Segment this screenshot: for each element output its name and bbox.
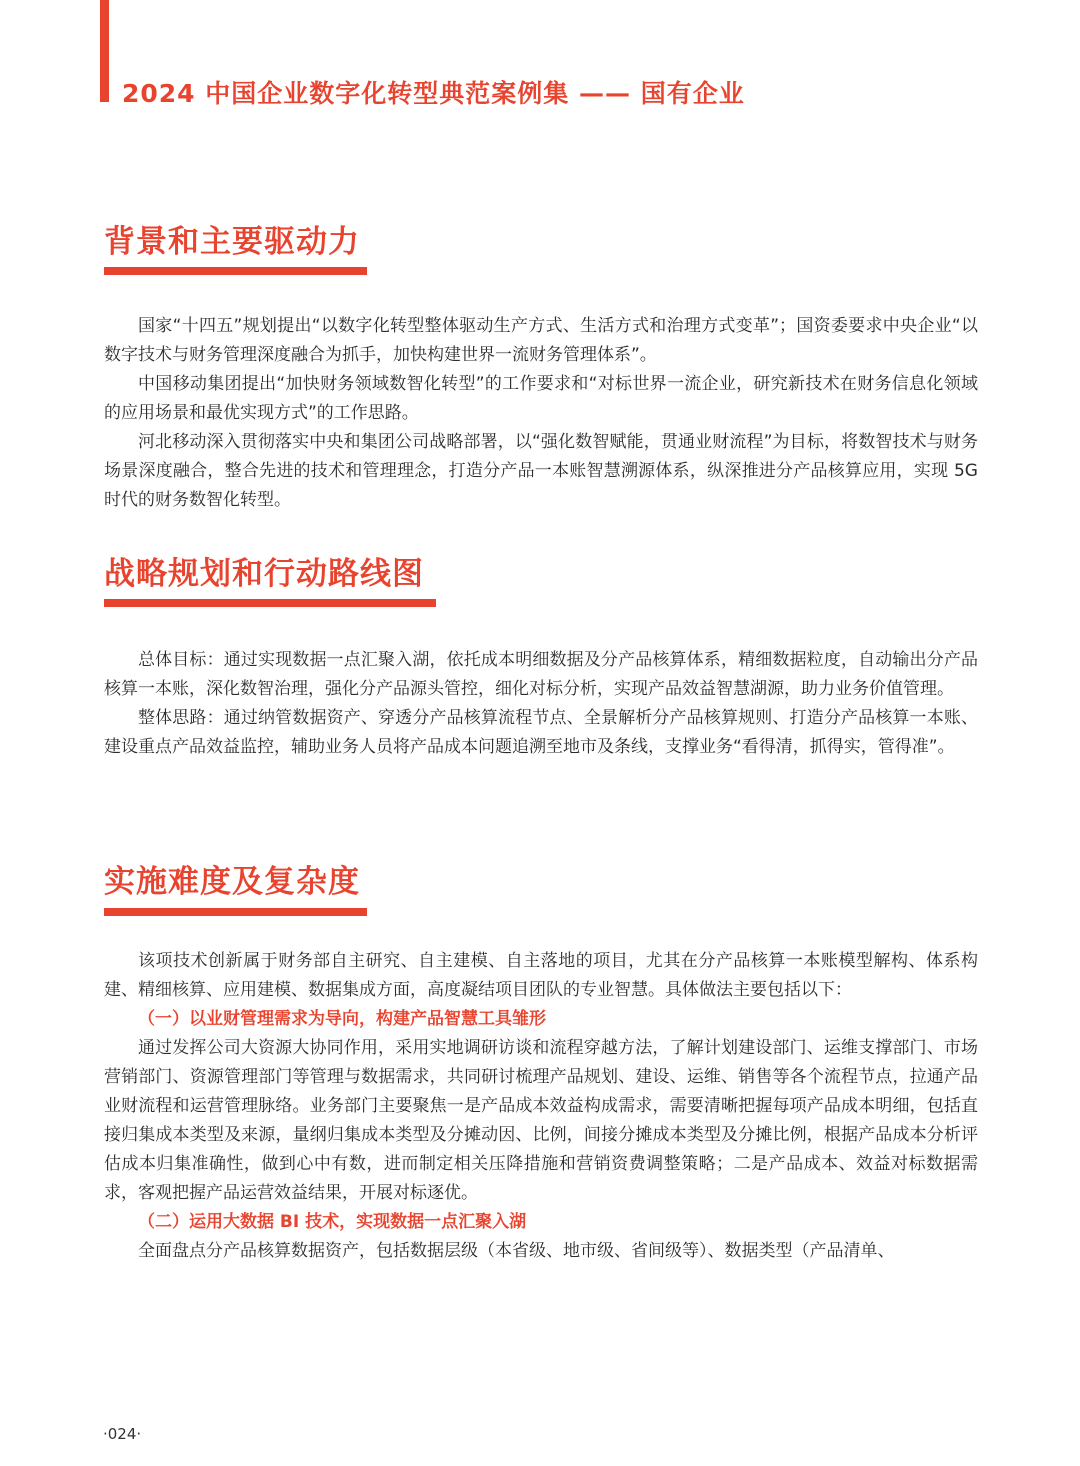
section-title-background: 背景和主要驱动力: [104, 224, 360, 260]
section-body-difficulty: [104, 947, 978, 1266]
header-accent-bar: [100, 0, 109, 102]
section-underline: [104, 267, 367, 275]
section-body-background: [104, 312, 978, 515]
paragraph: 河北移动深入贯彻落实中央和集团公司战略部署，以“强化数智赋能，贯通业财流程”为目标，将数智技术与财务场景深度融合，整合先进的技术和管理理念，打造分产品一本账智慧溯源体系，纵深推进分产品核算应用，实现 5G 时代的财务数智化转型。: [104, 432, 978, 510]
section-title-strategy: 战略规划和行动路线图: [104, 556, 424, 592]
page-number: ·024·: [103, 1425, 142, 1443]
paragraph: 中国移动集团提出“加快财务领域数智化转型”的工作要求和“对标世界一流企业，研究新技术在财务信息化领域的应用场景和最优实现方式”的工作思路。: [104, 374, 978, 423]
section-body-strategy: [104, 646, 978, 762]
paragraph: 总体目标：通过实现数据一点汇聚入湖，依托成本明细数据及分产品核算体系，精细数据粒度，自动输出分产品核算一本账，深化数智治理，强化分产品源头管控，细化对标分析，实现产品效益智慧湖源，助力业务价值管理。: [104, 650, 978, 699]
paragraph: 通过发挥公司大资源大协同作用，采用实地调研访谈和流程穿越方法，了解计划建设部门、运维支撑部门、市场营销部门、资源管理部门等管理与数据需求，共同研讨梳理产品规划、建设、运维、销售等各个流程节点，拉通产品业财流程和运营管理脉络。业务部门主要聚焦一是产品成本效益构成需求，需要清晰把握每项产品成本明细，包括直接归集成本类型及来源，量纲归集成本类型及分摊动因、比例，间接分摊成本类型及分摊比例，根据产品成本分析评估成本归集准确性，做到心中有数，进而制定相关压降措施和营销资费调整策略；二是产品成本、效益对标数据需求，客观把握产品运营效益结果，开展对标逐优。: [104, 1038, 978, 1203]
paragraph: 全面盘点分产品核算数据资产，包括数据层级（本省级、地市级、省间级等）、数据类型（产品清单、: [138, 1241, 895, 1261]
subheading: （二）运用大数据 BI 技术，实现数据一点汇聚入湖: [138, 1212, 527, 1232]
running-header-title: 2024 中国企业数字化转型典范案例集 —— 国有企业: [122, 79, 745, 108]
paragraph: 整体思路：通过纳管数据资产、穿透分产品核算流程节点、全景解析分产品核算规则、打造分产品核算一本账、建设重点产品效益监控，辅助业务人员将产品成本问题追溯至地市及条线，支撑业务“看得清，抓得实，管得准”。: [104, 708, 978, 757]
section-underline: [104, 599, 436, 607]
paragraph: 国家“十四五”规划提出“以数字化转型整体驱动生产方式、生活方式和治理方式变革”；国资委要求中央企业“以数字技术与财务管理深度融合为抓手，加快构建世界一流财务管理体系”。: [104, 316, 978, 365]
section-underline: [104, 908, 367, 916]
paragraph: 该项技术创新属于财务部自主研究、自主建模、自主落地的项目，尤其在分产品核算一本账模型解构、体系构建、精细核算、应用建模、数据集成方面，高度凝结项目团队的专业智慧。具体做法主要包括以下：: [104, 951, 978, 1000]
section-title-difficulty: 实施难度及复杂度: [104, 864, 360, 900]
subheading: （一）以业财管理需求为导向，构建产品智慧工具雏形: [138, 1009, 546, 1029]
